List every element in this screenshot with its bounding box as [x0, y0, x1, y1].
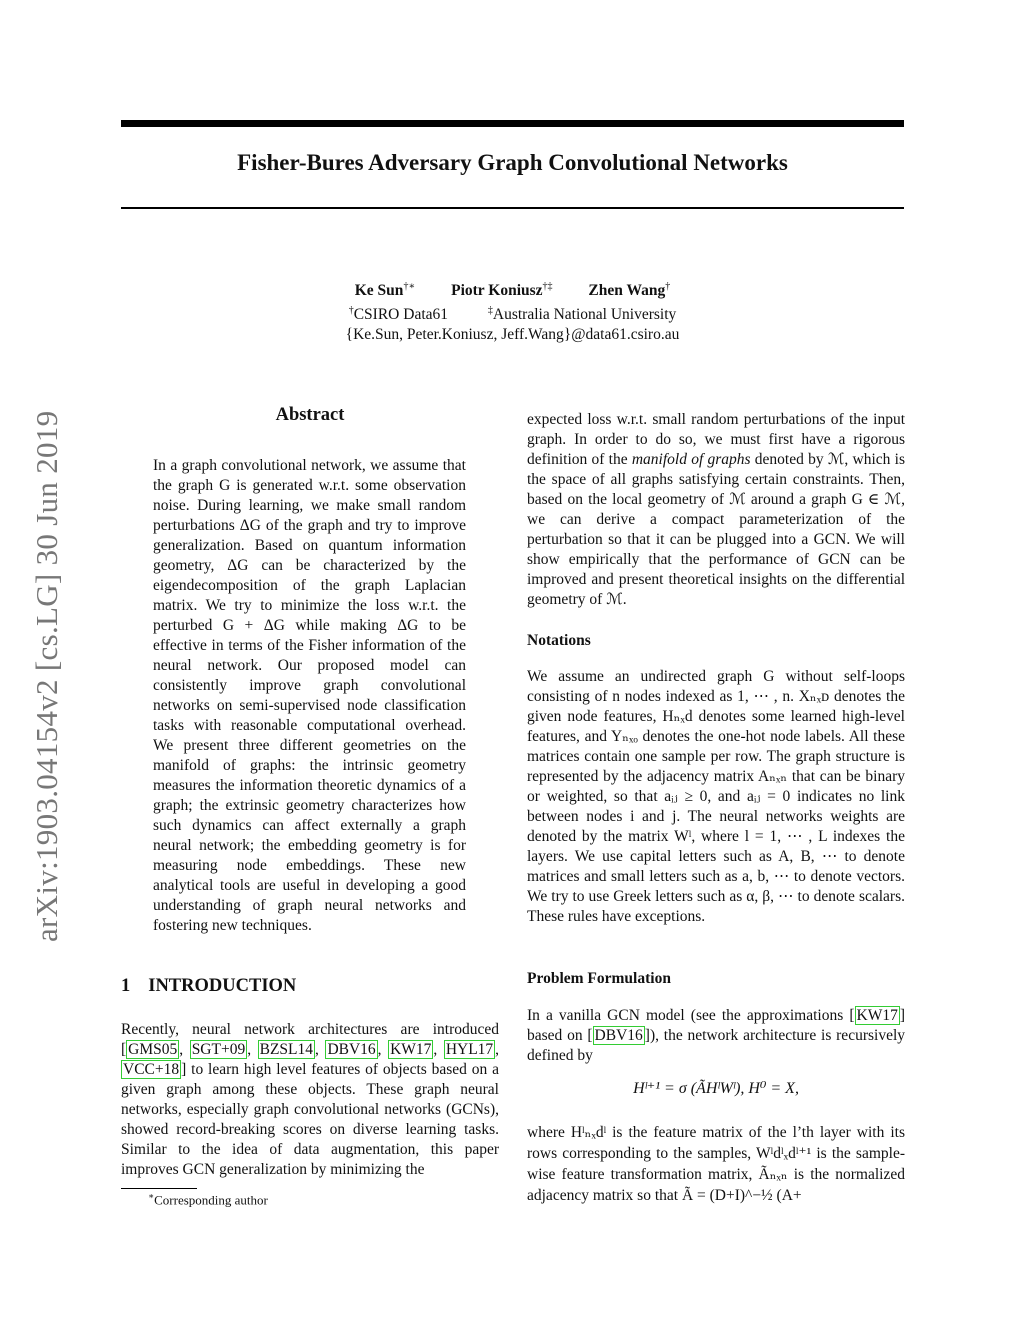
- affiliations: [121, 301, 904, 325]
- citation-link[interactable]: BZSL14: [259, 1041, 314, 1058]
- citation-link[interactable]: KW17: [856, 1007, 898, 1024]
- citation-link[interactable]: HYL17: [445, 1041, 494, 1058]
- paper-title: Fisher-Bures Adversary Graph Convolutional Networks: [237, 150, 788, 175]
- right-column-paragraph: expected loss w.r.t. small random perturbations of the input graph. In order to do so, we must first have a rigorous definition of the manifold of graphs denoted by ℳ, which is the space of all graphs satisfying certain constraints. Then, based on the local geometry of ℳ around a graph G ∈ ℳ, we can derive a compact parameterization of the perturbation so that it can be plugged into a GCN. We will show empirically that the performance of GCN can be improved and present theoretical insights on the differential geometry of ℳ.: [527, 411, 905, 608]
- author-2: Piotr Koniusz†‡: [451, 281, 553, 300]
- problem-formulation-heading: Problem Formulation: [527, 970, 671, 987]
- affiliation-1: †CSIRO Data61: [348, 305, 449, 324]
- author-names: [121, 277, 904, 301]
- gcn-equation: Hˡ⁺¹ = σ (ÃHˡWˡ), H⁰ = X,: [633, 1080, 799, 1097]
- section-title: INTRODUCTION: [148, 976, 297, 996]
- abstract-text: In a graph convolutional network, we assume that the graph G is generated w.r.t. some observation noise. During learning, we make small random perturbations ΔG of the graph and try to improve generalization. Based on quantum information geometry, ΔG can be characterized by the eigendecomposition of the graph Laplacian matrix. We try to minimize the loss w.r.t. the perturbed G + ΔG while making ΔG to be effective in terms of the Fisher information of the neural network. Our proposed model can consistently improve graph convolutional networks on semi-supervised node classification tasks with reasonable computational overhead. We present three different geometries on the manifold of graphs: the intrinsic geometry measures the information theoretic dynamics of a graph; the extrinsic geometry characterizes how such dynamics can affect externally a graph neural network; the embedding geometry is for measuring node embeddings. These new analytical tools are useful in developing a good understanding of graph neural networks and fostering new techniques.: [153, 457, 466, 934]
- intro-paragraph: Recently, neural network architectures are introduced [ GMS05 , SGT+09 , BZSL14 , DBV16 , KW17 , HYL17 , VCC+18 ] to learn high level features of objects based on a given graph among these objects. These graph neural networks, especially graph convolutional networks (GCNs), showed record-breaking scores on diverse learning tasks. Similar to the idea of data augmentation, this paper improves GCN generalization by minimizing the: [121, 1021, 500, 1178]
- citation-link[interactable]: KW17: [390, 1041, 432, 1058]
- abstract-heading: Abstract: [275, 405, 345, 425]
- notations-heading: Notations: [527, 632, 591, 649]
- emphasis-manifold: manifold of graphs: [631, 451, 751, 468]
- footnote-rule: [121, 1188, 197, 1189]
- affiliation-2: ‡Australia National University: [487, 305, 677, 324]
- intro-heading: [121, 976, 499, 997]
- arxiv-stamp[interactable]: arXiv:1903.04154v2 [cs.LG] 30 Jun 2019: [29, 410, 64, 942]
- notations-paragraph: We assume an undirected graph G without self-loops consisting of n nodes indexed as 1, ⋯ , n. Xₙₓᴅ denotes the given node features, Hₙₓd denotes some learned high-level features, and Yₙₓₒ denotes the one-hot node labels. All these matrices contain one sample per row. The graph structure is represented by the adjacency matrix Aₙₓₙ that can be binary or weighted, so that aᵢⱼ ≥ 0, and aᵢⱼ = 0 indicates no link between nodes i and j. The neural networks weights are denoted by the matrix Wˡ, where l = 1, ⋯ , L indexes the layers. We use capital letters such as A, B, ⋯ to denote matrices and small letters such as a, b, ⋯ to denote vectors. We try to use Greek letters such as α, β, ⋯ to denote scalars. These rules have exceptions.: [527, 668, 905, 925]
- citation-link[interactable]: DBV16: [594, 1027, 643, 1044]
- citation-link[interactable]: SGT+09: [191, 1041, 246, 1058]
- title-bottom-rule: [121, 207, 904, 209]
- section-number: 1: [121, 976, 131, 996]
- problem-formulation-paragraph: In a vanilla GCN model (see the approximations [ KW17 ] based on [ DBV16 ]), the network architecture is recursively defined by: [527, 1007, 906, 1064]
- citation-link[interactable]: VCC+18: [123, 1061, 180, 1078]
- title-top-rule: [121, 120, 904, 127]
- footnote: ∗Corresponding author: [148, 1191, 268, 1208]
- citation-link[interactable]: GMS05: [128, 1041, 178, 1058]
- equation-explanation: where Hˡₙₓdˡ is the feature matrix of the l’th layer with its rows corresponding to the samples, Wˡdˡₓdˡ⁺¹ is the sample-wise feature transformation matrix, Ãₙₓₙ is the normalized adjacency matrix so that Ã = (D+I)^−½ (A+: [527, 1124, 905, 1204]
- author-1: Ke Sun†∗: [354, 281, 416, 300]
- author-3: Zhen Wang†: [588, 281, 671, 300]
- citation-link[interactable]: DBV16: [327, 1041, 376, 1058]
- author-emails: {Ke.Sun, Peter.Koniusz, Jeff.Wang}@data61.csiro.au: [345, 326, 680, 344]
- author-block: [121, 277, 904, 345]
